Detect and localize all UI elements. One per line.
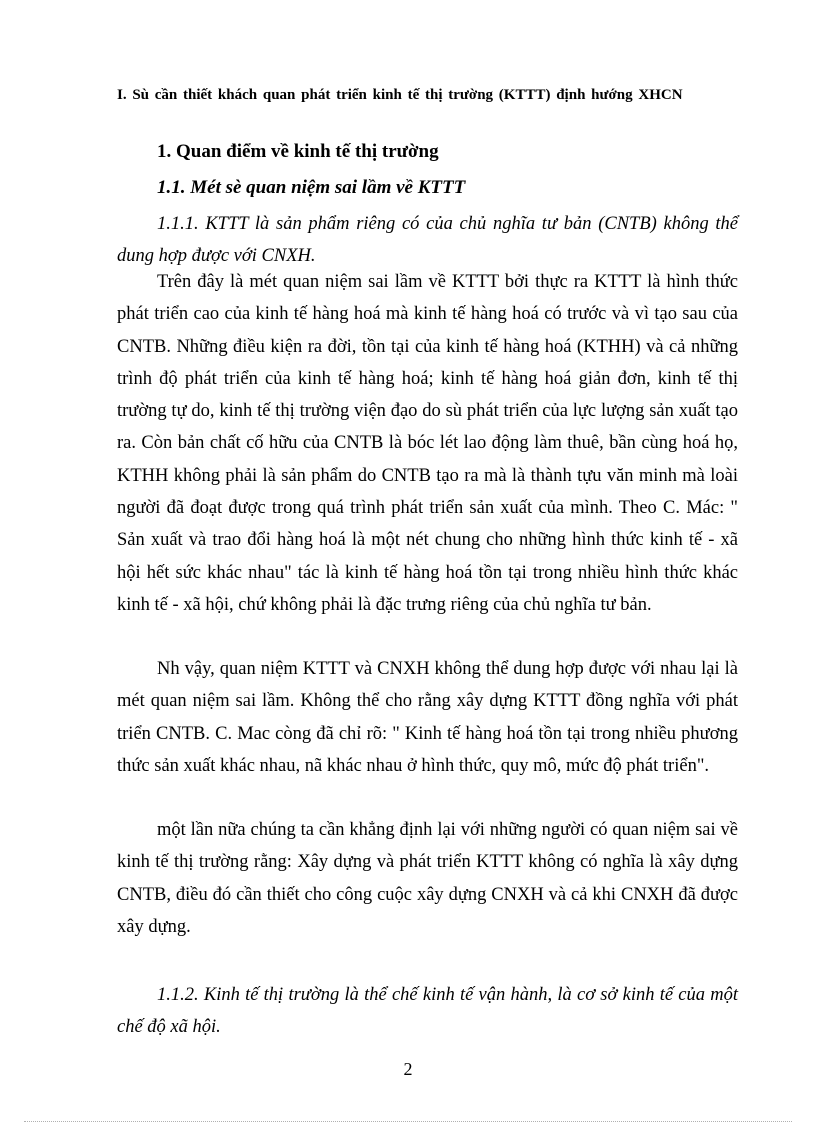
paragraph-1: Trên đây là mét quan niệm sai lầm về KTTT bởi thực ra KTTT là hình thức phát triển cao của kinh tế hàng hoá mà kinh tế hàng hoá có trước và vì tạo sau của CNTB. Những điều kiện ra đời, tồn tại của kinh tế hàng hoá (KTHH) và cả những trình độ phát triển của kinh tế hàng hoá; kinh tế hàng hoá giản đơn, kinh tế thị trường tự do, kinh tế thị trường viện đạo do sù phát triển của lực lượng sản xuất tạo ra. Còn bản chất cố hữu của CNTB là bóc lét lao động làm thuê, bần cùng hoá họ, KTHH không phải là sản phẩm do CNTB tạo ra mà là thành tựu văn minh mà loài người đã đoạt được trong quá trình phát triển sản xuất của mình. Theo C. Mác: " Sản xuất và trao đổi hàng hoá là một nét chung cho những hình thức kinh tế - xã hội hết sức khác nhau" tác là kinh tế hàng hoá tồn tại trong nhiều hình thức khác kinh tế - xã hội, chứ không phải là đặc trưng riêng của chủ nghĩa tư bản. bbox=[117, 272, 738, 615]
heading-1: 1. Quan điểm về kinh tế thị trường bbox=[157, 141, 439, 162]
subheading-1-1-2: 1.1.2. Kinh tế thị trường là thể chế kinh tế vận hành, là cơ sở kinh tế của một chế độ xã hội. bbox=[117, 985, 738, 1038]
paragraph-2: Nh vậy, quan niệm KTTT và CNXH không thể dung hợp được với nhau lại là mét quan niệm sai lầm. Không thể cho rằng xây dựng KTTT đồng nghĩa với phát triển CNTB. C. Mac còng đã chỉ rõ: " Kinh tế hàng hoá tồn tại trong nhiều phương thức sản xuất khác nhau, nã khác nhau ở hình thức, quy mô, mức độ phát triển". bbox=[117, 659, 738, 776]
heading-1-1: 1.1. Mét sè quan niệm sai lầm về KTTT bbox=[157, 177, 466, 198]
section-heading: I. Sù cần thiết khách quan phát triển kinh tế thị trường (KTTT) định hướng XHCN bbox=[117, 87, 683, 103]
subheading-1-1-1: 1.1.1. KTTT là sản phẩm riêng có của chủ nghĩa tư bản (CNTB) không thể dung hợp được với CNXH. bbox=[117, 214, 738, 267]
page-bottom-divider bbox=[24, 1121, 792, 1122]
paragraph-3: một lần nữa chúng ta cần khẳng định lại với những người có quan niệm sai về kinh tế thị trường rằng: Xây dựng và phát triển KTTT không có nghĩa là xây dựng CNTB, điều đó cần thiết cho công cuộc xây dựng CNXH và cả khi CNXH đã được xây dựng. bbox=[117, 820, 738, 937]
page-number: 2 bbox=[403, 1059, 413, 1079]
